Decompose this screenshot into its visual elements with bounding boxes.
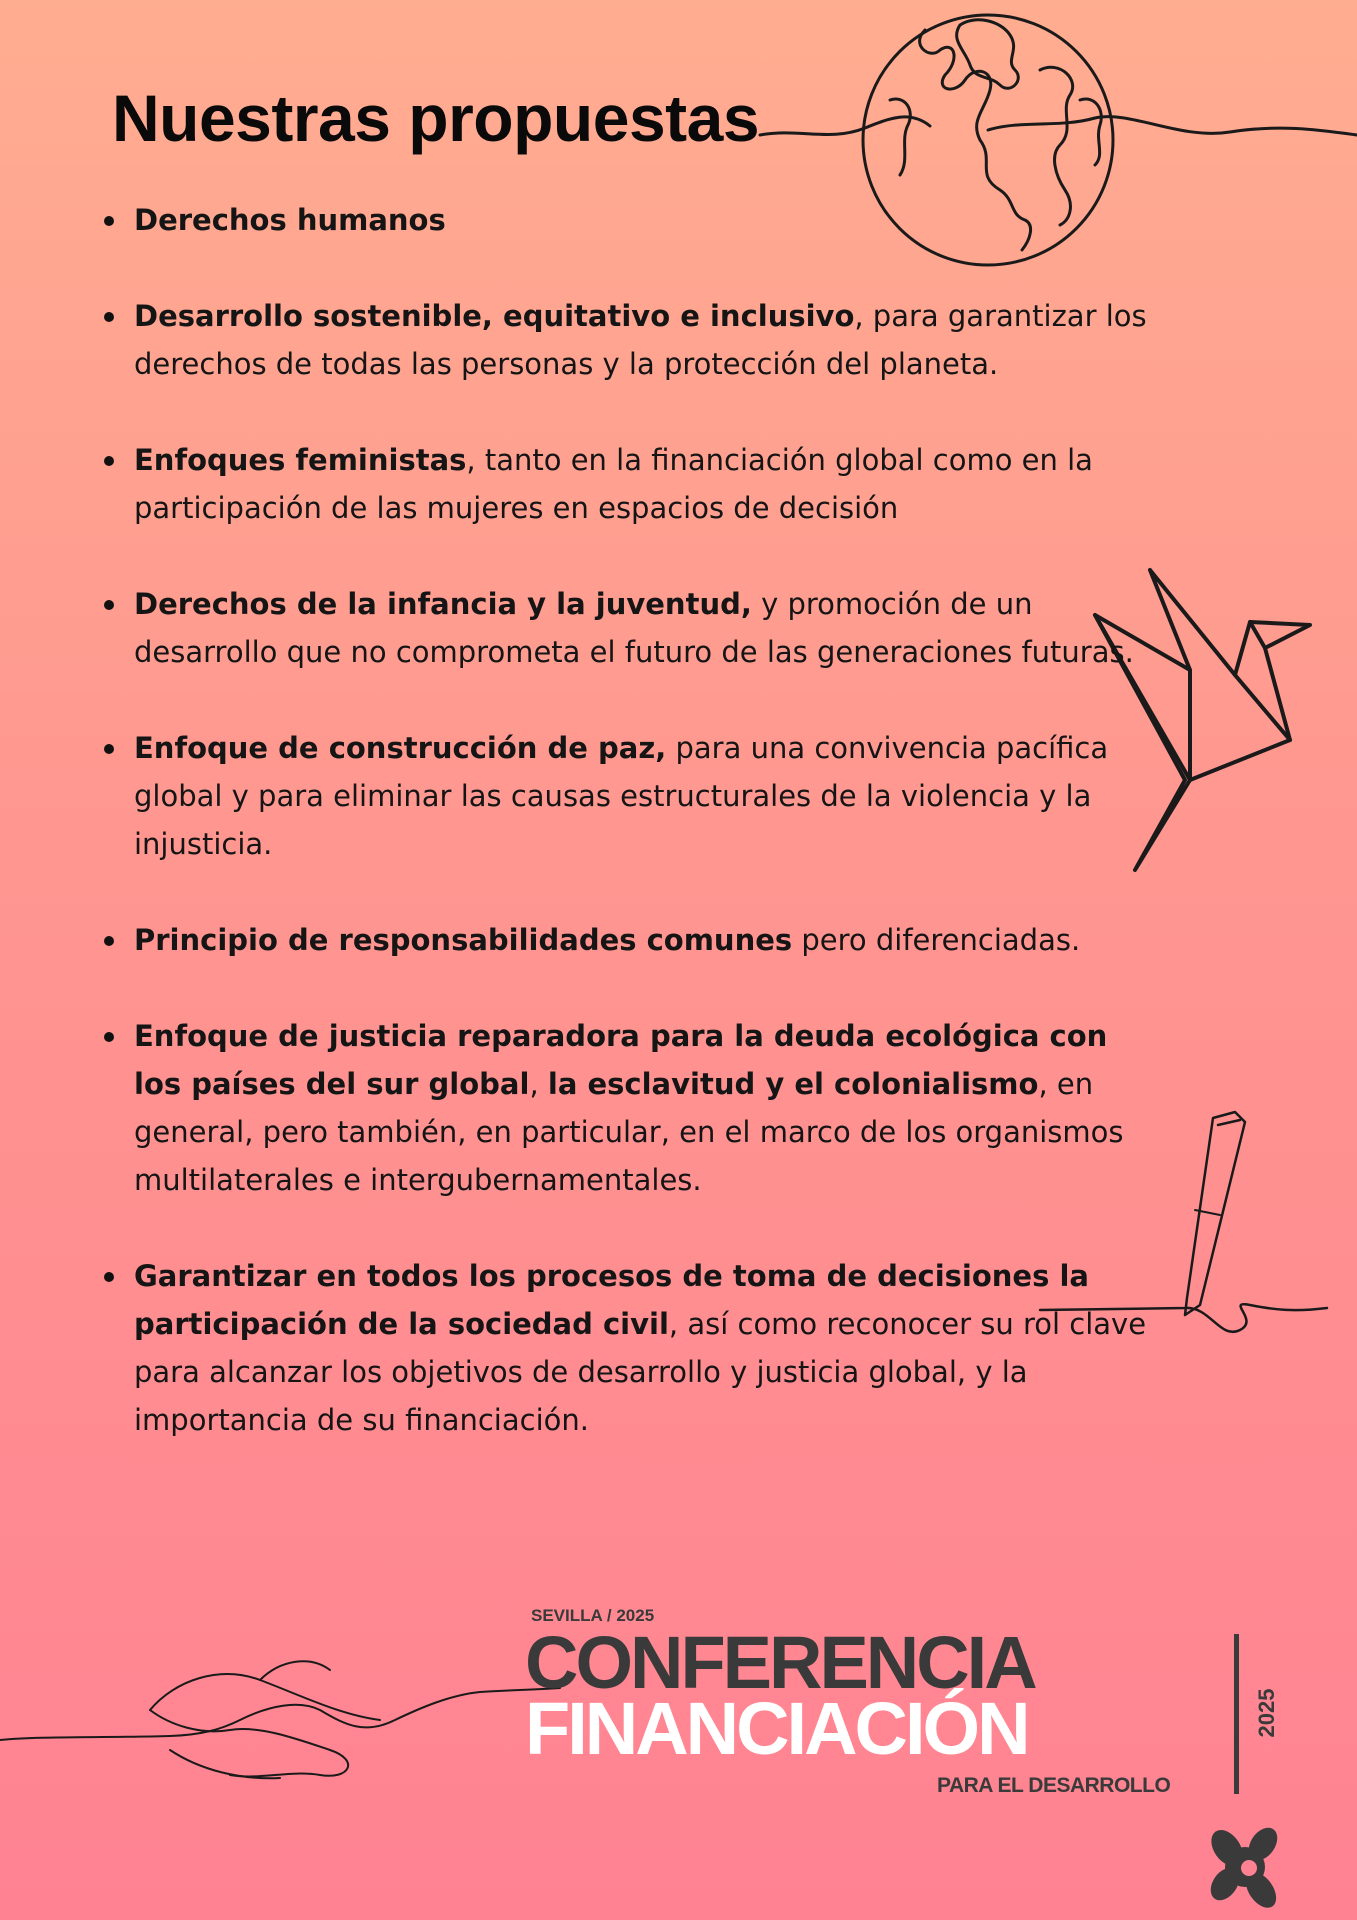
brand-mark-icon bbox=[1205, 1822, 1285, 1912]
logo-line-1: CONFERENCIA bbox=[525, 1621, 1035, 1704]
list-item: Enfoques feministas, tanto en la financiación global como en la participación de las mujeres en espacios de decisión bbox=[104, 436, 1154, 532]
logo-city-year: SEVILLA / 2025 bbox=[531, 1606, 655, 1625]
list-item: Desarrollo sostenible, equitativo e inclusivo, para garantizar los derechos de todas las personas y la protección del planeta. bbox=[104, 292, 1154, 388]
logo-line-2: FINANCIACIÓN bbox=[525, 1687, 1028, 1770]
list-item: Derechos humanos bbox=[104, 196, 1154, 244]
list-item: Enfoque de construcción de paz, para una convivencia pacífica global y para eliminar las causas estructurales de la violencia y la injusticia. bbox=[104, 724, 1154, 868]
page-title: Nuestras propuestas bbox=[112, 81, 760, 155]
conference-logo bbox=[525, 1604, 1285, 1804]
handshake-icon bbox=[0, 1640, 560, 1790]
list-item: Derechos de la infancia y la juventud, y promoción de un desarrollo que no comprometa el futuro de las generaciones futuras. bbox=[104, 580, 1154, 676]
list-item: Garantizar en todos los procesos de toma de decisiones la participación de la sociedad civil, así como reconocer su rol clave para alcanzar los objetivos de desarrollo y justicia global, y la importancia de su financiación. bbox=[104, 1252, 1154, 1444]
list-item: Enfoque de justicia reparadora para la deuda ecológica con los países del sur global, la esclavitud y el colonialismo, en general, pero también, en particular, en el marco de los organismos multilaterales e intergubernamentales. bbox=[104, 1012, 1154, 1204]
logo-divider bbox=[1234, 1634, 1239, 1794]
logo-subtitle: PARA EL DESARROLLO bbox=[937, 1774, 1171, 1797]
list-item: Principio de responsabilidades comunes pero diferenciadas. bbox=[104, 916, 1154, 964]
proposals-list bbox=[104, 196, 1154, 1492]
logo-year-vertical: 2025 bbox=[1254, 1688, 1279, 1738]
